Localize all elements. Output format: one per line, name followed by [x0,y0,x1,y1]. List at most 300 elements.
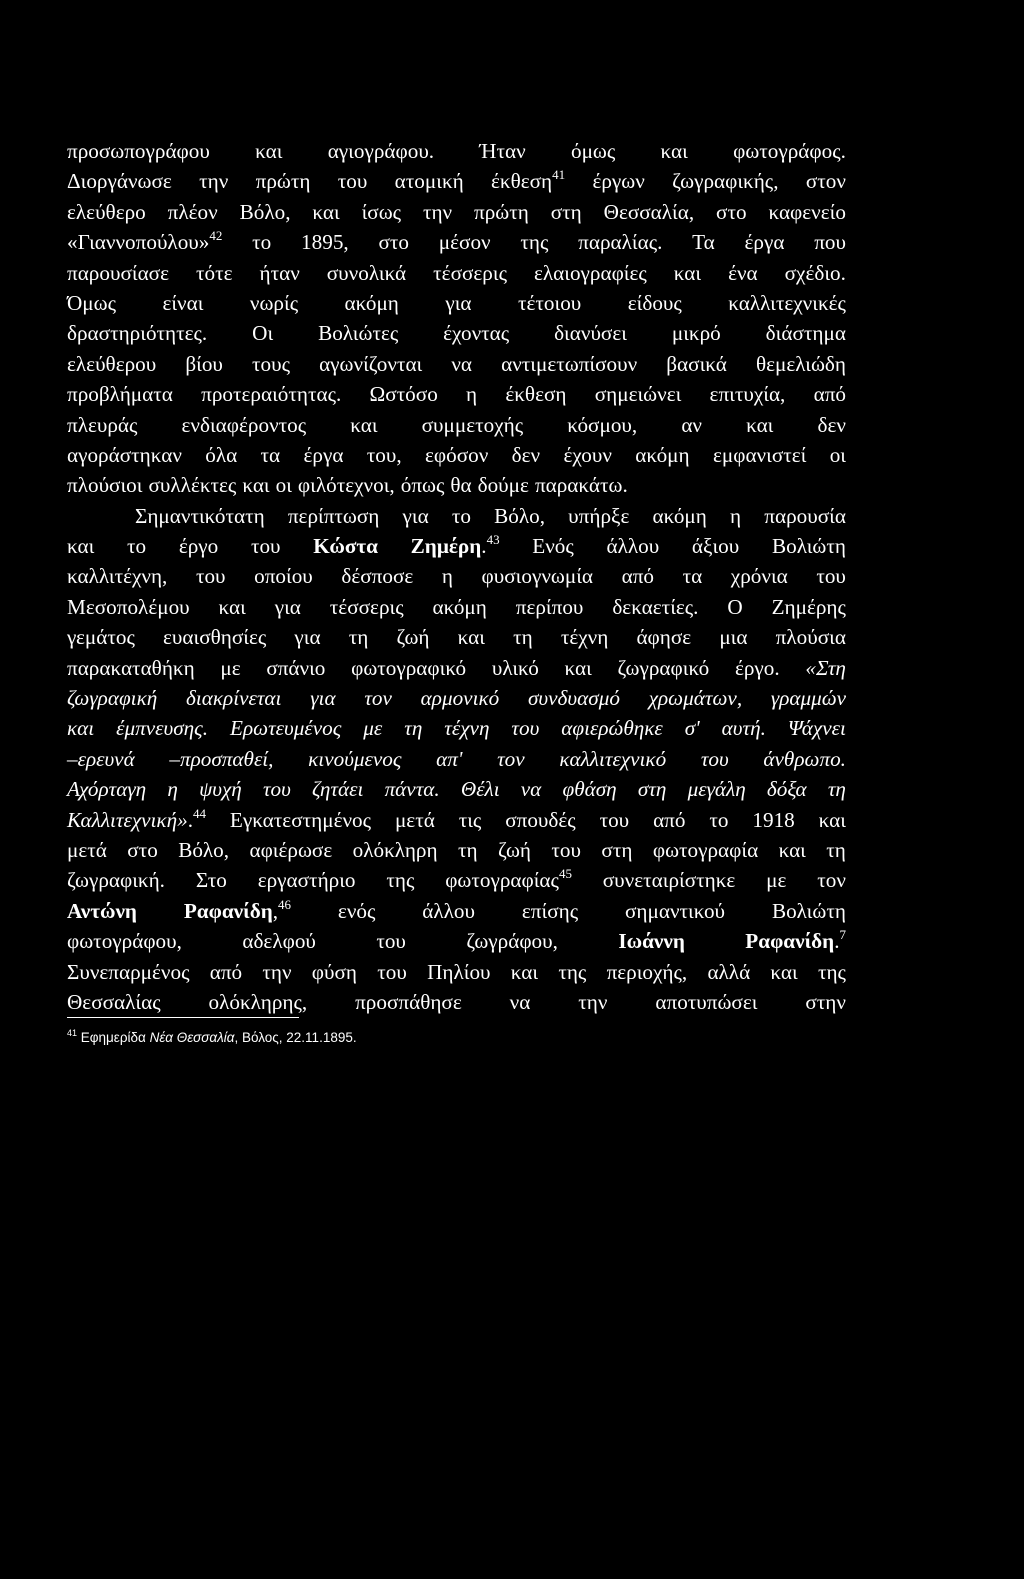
text-run: καφενείο [768,199,846,224]
word [567,410,637,440]
text-run: δεν [817,412,846,437]
word [443,318,509,348]
word [116,713,208,743]
text-run: άφησε [636,625,692,650]
text-run: ενός [337,898,376,923]
text-run: ελαιογραφίες [533,260,647,285]
text-run: Σημαντικότατη [135,503,265,528]
word [220,653,240,683]
text-run: στον [805,169,846,194]
italic-quote: γραμμών [770,686,846,711]
text-run: στο [127,837,158,862]
word [745,926,846,956]
text-run: του [195,564,226,589]
word [494,501,545,531]
text-run: το [709,807,729,832]
text-run: παρουσία [764,503,846,528]
text-run: Τα [692,230,715,255]
word [310,683,335,713]
word [298,470,395,500]
text-run: σπουδές [505,807,576,832]
text-run: για [402,503,429,528]
text-run: τα [260,442,281,467]
text-run: έχοντας [443,321,510,346]
word [396,622,429,652]
text-run: έργα [303,442,344,467]
text-run: έργο. [734,655,780,680]
footnote-reference: 46 [278,896,292,912]
text-line [67,227,846,257]
text-run: Βόλο, [494,503,546,528]
text-run: οποίου [254,564,313,589]
word [655,987,757,1017]
text-run: Βολιώτη [771,898,846,923]
italic-quote: πάντα. [384,777,440,802]
word [551,197,582,227]
italic-quote: αφιερώθηκε [561,716,663,741]
word [772,592,846,622]
word [294,622,320,652]
word [67,318,207,348]
text-run: του [337,169,368,194]
word [423,197,452,227]
text-run: τη [826,837,846,862]
text-run: πλευράς [67,412,138,437]
italic-quote: για [310,686,336,711]
text-run: έκθεση [491,169,553,194]
word [67,561,167,591]
word [258,865,356,895]
footnote [67,1028,357,1048]
word [458,835,478,865]
word [266,653,325,683]
word [288,501,380,531]
text-run: χρόνια [730,564,788,589]
text-line [67,987,846,1017]
footnote-newspaper-title: Νέα Θεσσαλία [149,1030,235,1045]
word [561,713,662,743]
text-run: παρουσίασε [67,260,169,285]
word [178,835,229,865]
text-run: έργων [592,169,645,194]
word [817,410,845,440]
word [67,227,222,257]
text-run: τότε [195,260,233,285]
text-run: φύση [311,959,358,984]
text-run: περίπτωση [287,503,380,528]
word [367,440,402,470]
word [386,865,414,895]
text-run: δέσποσε [341,564,414,589]
text-run: τον [817,868,846,893]
word [728,288,846,318]
word [595,379,682,409]
text-run: βίου [185,351,223,376]
word [497,744,525,774]
text-run: τη [513,625,533,650]
text-run: φωτογράφου, [67,929,182,954]
text-run: διανύσει [554,321,627,346]
text-run: της [386,868,415,893]
text-run: Στο [195,868,227,893]
word [395,805,435,835]
word [685,713,700,743]
word [67,379,173,409]
text-run: συνολικά [326,260,407,285]
word [433,258,507,288]
word [304,440,344,470]
text-run: ακόμη [635,442,690,467]
text-run: και [818,807,846,832]
text-run: και [673,260,702,285]
text-run: συμμετοχής [421,412,524,437]
text-run: Βολιώτη [771,534,846,559]
word [770,957,797,987]
text-run: της [817,959,846,984]
text-run: να [509,989,531,1014]
text-run: για [445,290,472,315]
footnote-reference: 45 [558,866,572,882]
text-run: . [187,807,193,832]
word [625,896,725,926]
word [433,592,487,622]
text-run: της [520,230,549,255]
text-run: Ήταν [479,139,526,163]
text-run: σχέδιο. [784,260,846,285]
text-run: και [510,959,539,984]
text-run: Πηλίου [427,959,491,984]
word [445,288,471,318]
text-run: και [350,412,378,437]
text-run: θα [450,473,472,498]
italic-quote: φθάση [562,777,617,802]
text-run: η [441,564,453,589]
text-run: ζωή [497,837,532,862]
word [219,592,246,622]
text-run: που [814,230,846,255]
word [458,622,485,652]
text-run: στο [716,199,747,224]
text-run: οι [275,473,292,498]
text-run: αποτυπώσει [655,989,758,1014]
text-run: του [377,959,407,984]
word [479,136,525,166]
word [427,957,490,987]
word [163,622,266,652]
text-run: και [67,534,95,559]
word [327,258,406,288]
word [722,713,766,743]
italic-quote: χρωμάτων, [648,686,743,711]
word [562,774,616,804]
word [510,987,531,1017]
text-run: το [252,230,272,255]
text-run: ολόκληρης, [208,989,308,1014]
text-line [67,318,846,348]
word [604,197,695,227]
word [701,744,729,774]
word [252,227,271,257]
text-run: φωτογραφίας [445,868,559,893]
text-run: υλικό [491,655,539,680]
text-run: «Γιαννοπούλου» [67,230,210,255]
text-run: τέτοιου [517,290,582,315]
word [532,531,574,561]
bold-name: Ραφανίδη [745,929,835,954]
word [444,713,489,743]
word [67,349,156,379]
word [819,805,846,835]
text-run: οι [829,442,846,467]
word [521,774,542,804]
italic-quote: τον [497,746,525,771]
text-run: ακόμη [344,290,399,315]
word [612,592,698,622]
word [551,835,581,865]
word [806,166,846,196]
word [355,987,462,1017]
text-run: αγοράστηκαν [67,442,182,467]
text-run: περίπου [515,594,584,619]
text-run: του [599,807,630,832]
text-run: εφόσον [425,442,489,467]
italic-quote: μεγάλη [687,777,746,802]
italic-quote: άνθρωπο. [763,746,846,771]
word [733,136,846,166]
word [554,318,627,348]
word [606,531,659,561]
italic-quote: Ψάχνει [787,716,846,741]
text-run: . [834,929,840,954]
word [710,379,786,409]
word [756,349,846,379]
word [563,440,612,470]
text-run: και [242,473,270,498]
text-run: Βόλο, [178,837,230,862]
text-run: πρώτη [255,169,311,194]
text-run: από [813,382,846,407]
text-run: έργα [744,230,785,255]
word [260,258,300,288]
footnote-reference: 42 [209,228,223,244]
word [328,136,434,166]
text-run: Ζημέρης [771,594,846,619]
text-line [67,622,846,652]
word [707,957,750,987]
text-run: είναι [162,290,204,315]
word [578,987,607,1017]
word [353,835,438,865]
word [763,744,846,774]
word [439,227,491,257]
text-line [67,835,846,865]
word [772,896,846,926]
word [674,258,701,288]
word [312,957,357,987]
word [67,470,142,500]
word [683,561,703,591]
word [403,501,429,531]
text-line [67,258,846,288]
text-run: ελεύθερου [67,351,157,376]
word [205,440,237,470]
word [518,288,581,318]
text-run: διάστημα [765,321,846,346]
text-run: έργο [178,534,219,559]
word [186,683,281,713]
text-line [67,288,846,318]
text-run: εμφανιστεί [712,442,807,467]
italic-quote: καλλιτεχνικό [559,746,667,771]
italic-quote: –ερευνά [67,746,135,771]
word [350,410,377,440]
word [67,926,182,956]
text-run: του [376,929,406,954]
word [772,531,846,561]
word [571,136,615,166]
word [622,561,654,591]
text-run: μικρό [671,321,721,346]
word [511,957,538,987]
word [727,592,742,622]
word [814,379,846,409]
word [491,166,565,196]
word [196,865,227,895]
text-run: Μεσοπολέμου [67,594,190,619]
word [649,683,742,713]
text-run: είδους [627,290,682,315]
word [779,835,806,865]
text-line [67,805,846,835]
text-run: 1918 [752,807,795,832]
bold-name: Ιωάννη [618,929,685,954]
text-run: και [778,837,806,862]
text-run: το [451,503,471,528]
word [672,318,721,348]
text-run: από [209,959,243,984]
italic-quote: τη [827,777,846,802]
word [607,957,688,987]
word [67,197,146,227]
text-line [67,136,846,166]
word [230,713,341,743]
text-run: παρακάτω. [534,473,628,498]
word [450,470,471,500]
text-run: στη [550,199,582,224]
word [67,987,161,1017]
text-run: σπάνιο [266,655,326,680]
word [167,774,178,804]
text-run: θεμελιώδη [755,351,846,376]
text-line [67,683,846,713]
word [492,653,539,683]
text-run: πλούσιοι [67,473,143,498]
text-run: , [272,898,279,923]
text-run: και [312,199,340,224]
italic-quote: τέχνη [444,716,490,741]
text-line [67,653,846,683]
text-run: Οι [252,321,274,346]
word [752,805,794,835]
word [568,501,629,531]
word [442,561,453,591]
text-run: γεμάτος [67,625,135,650]
text-line [67,592,846,622]
text-run: στο [378,230,409,255]
footnote-suffix: , Βόλος, 22.11.1895. [234,1030,357,1045]
word [261,440,281,470]
text-run: Βολιώτες [318,321,399,346]
word [534,258,647,288]
word [672,166,778,196]
italic-quote: τον [364,686,392,711]
word [746,410,773,440]
text-run: και [457,625,485,650]
word [505,379,566,409]
text-line [67,197,846,227]
text-run: καλλιτεχνικές [728,290,846,315]
word [818,957,846,987]
text-run: και [255,139,283,163]
word [771,683,846,713]
text-run: Βόλο, [239,199,291,224]
word [401,470,445,500]
word [67,774,146,804]
text-run: την [578,989,608,1014]
word [628,288,682,318]
word [666,349,727,379]
text-line [67,501,846,531]
word [255,136,282,166]
footnote-prefix: Εφημερίδα [77,1030,150,1045]
text-run: συνεταιρίστηκε [602,868,736,893]
word [184,896,291,926]
text-run: προτεραιότητας. [201,382,342,407]
word [520,227,548,257]
word [341,561,413,591]
text-run: ζωγραφική. [67,868,165,893]
word [592,166,644,196]
text-run: Θεσσαλία, [603,199,695,224]
text-line [67,440,846,470]
word [713,440,806,470]
word [349,622,369,652]
word [330,592,404,622]
text-run: ακόμη [652,503,707,528]
text-run: φωτογραφικό [351,655,467,680]
word [251,531,281,561]
word [445,865,572,895]
word [501,349,637,379]
italic-quote: Καλλιτεχνική» [67,807,188,832]
text-run: με [766,868,787,893]
word [67,258,169,288]
word [338,896,375,926]
text-line [67,957,846,987]
word [240,197,291,227]
word [196,561,226,591]
text-run: άξιου [691,534,740,559]
text-run: και [746,412,774,437]
bold-name: Ραφανίδη [183,898,273,923]
bold-name: Κώστα [313,534,378,559]
word [196,258,233,288]
word [199,774,242,804]
word [474,197,529,227]
text-run: πλέον [167,199,218,224]
word [452,501,471,531]
italic-quote: η [167,777,178,802]
